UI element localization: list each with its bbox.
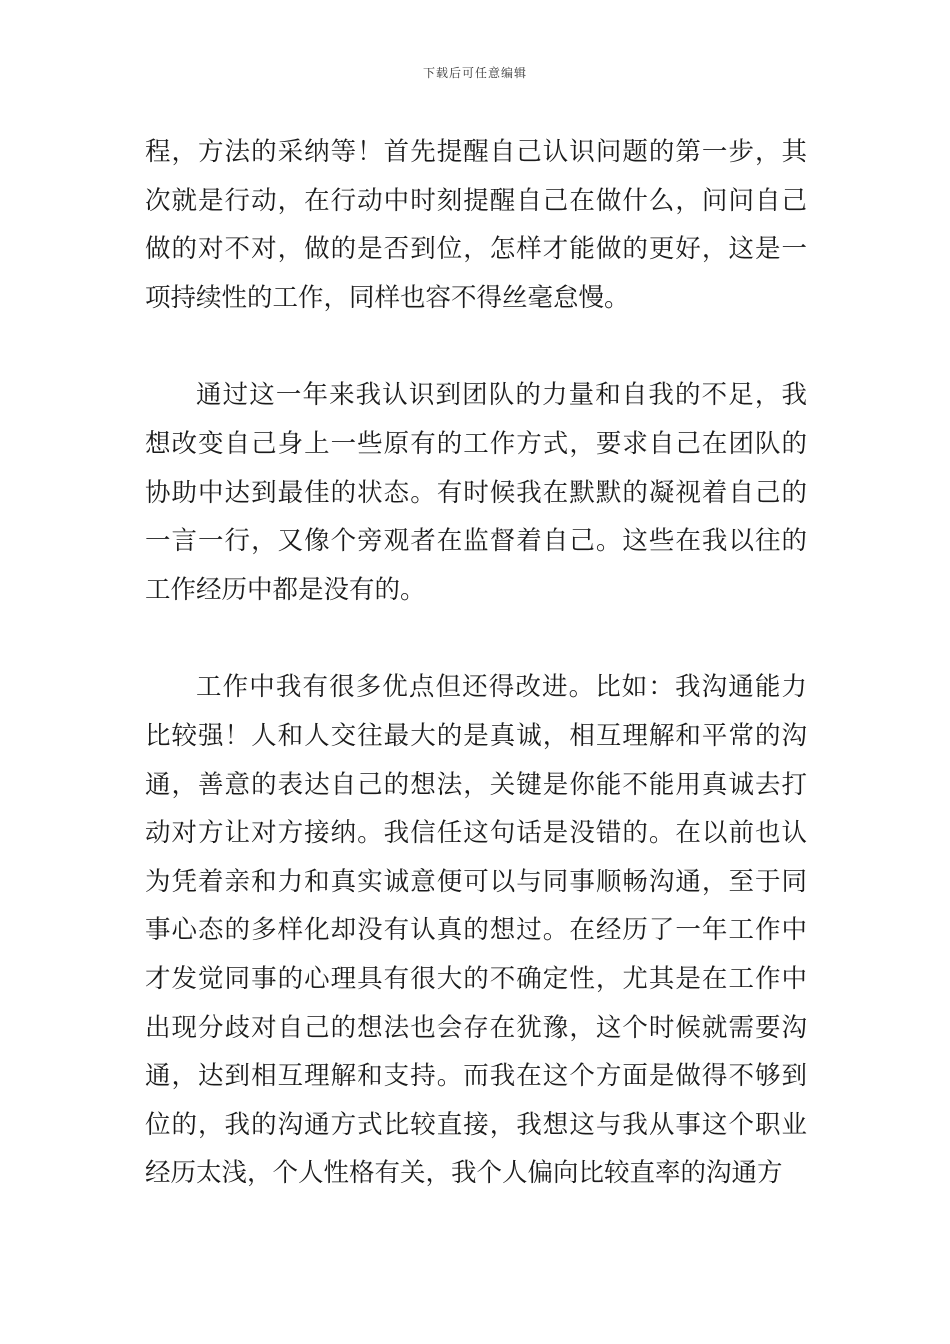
paragraph-gap [145, 614, 807, 663]
paragraph-gap [145, 322, 807, 371]
paragraph-communication: 工作中我有很多优点但还得改进。比如：我沟通能力比较强！人和人交往最大的是真诚，相互理解和平常的沟通，善意的表达自己的想法，关键是你能不能用真诚去打动对方让对方接纳。我信任这句话是没错的。在以前也认为凭着亲和力和真实诚意便可以与同事顺畅沟通，至于同事心态的多样化却没有认真的想过。在经历了一年工作中才发觉同事的心理具有很大的不确定性，尤其是在工作中出现分歧对自己的想法也会存在犹豫，这个时候就需要沟通，达到相互理解和支持。而我在这个方面是做得不够到位的，我的沟通方式比较直接，我想这与我从事这个职业经历太浅，个人性格有关，我个人偏向比较直率的沟通方 [145, 672, 807, 1189]
paragraph-team-reflection: 通过这一年来我认识到团队的力量和自我的不足，我想改变自己身上一些原有的工作方式，要求自己在团队的协助中达到最佳的状态。有时候我在默默的凝视着自己的一言一行，又像个旁观者在监督着自己。这些在我以往的工作经历中都是没有的。 [145, 380, 807, 605]
paragraph-continuation: 程，方法的采纳等！首先提醒自己认识问题的第一步，其次就是行动，在行动中时刻提醒自己在做什么，问问自己做的对不对，做的是否到位，怎样才能做的更好，这是一项持续性的工作，同样也容不得丝毫怠慢。 [145, 137, 807, 313]
page-header: 下载后可任意编辑 [422, 66, 527, 80]
document-body [145, 128, 807, 1198]
